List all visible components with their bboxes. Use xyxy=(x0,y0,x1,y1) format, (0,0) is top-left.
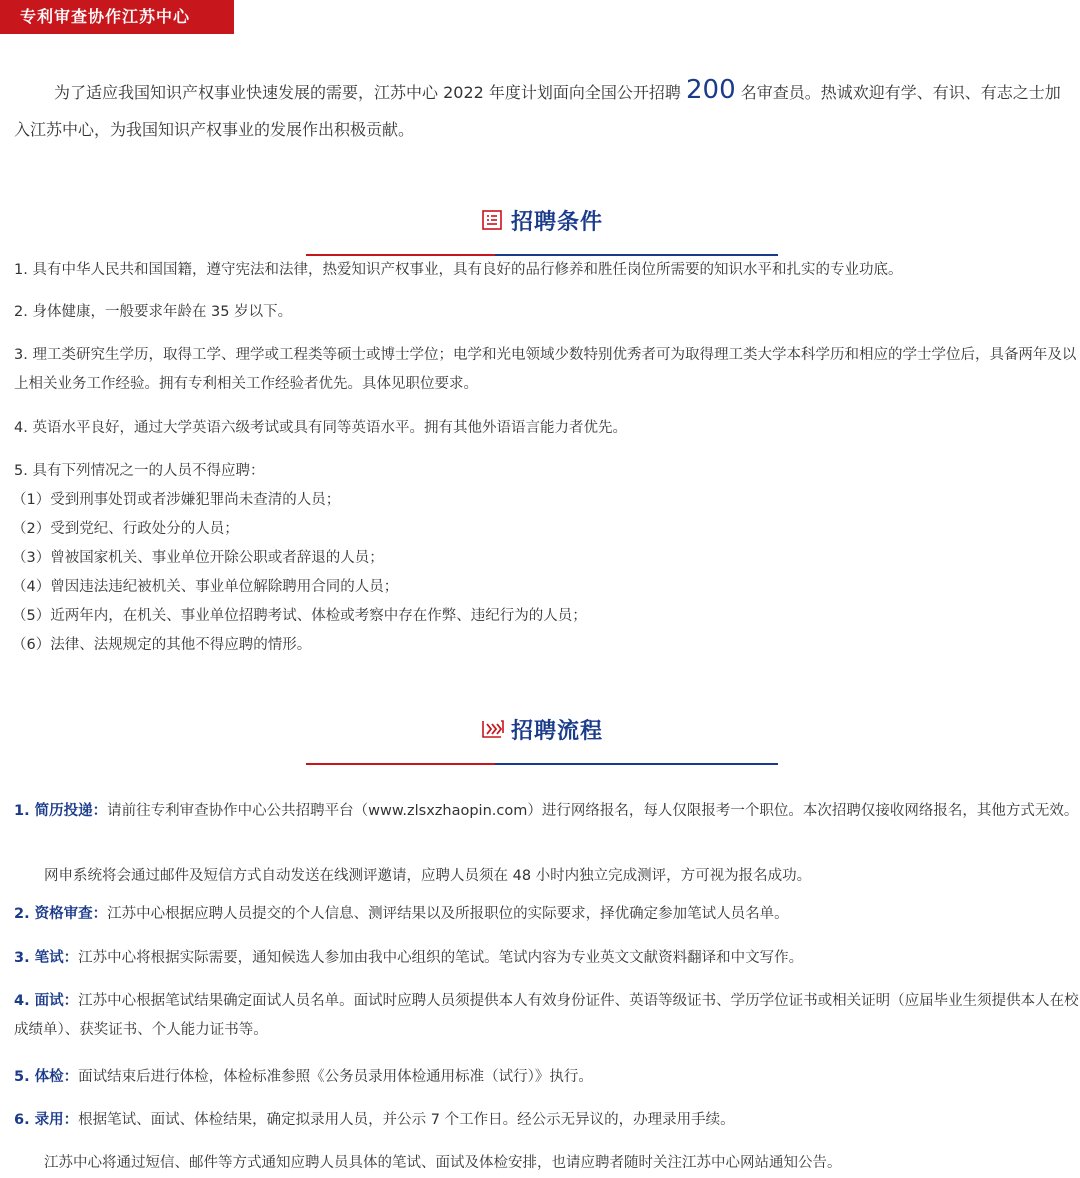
header-banner: 专利审查协作江苏中心 xyxy=(0,0,234,34)
condition-sub-item: （4）曾因违法违纪被机关、事业单位解除聘用合同的人员； xyxy=(12,579,399,595)
process-closing-note xyxy=(14,1149,1080,1178)
process-step-text: 根据笔试、面试、体检结果，确定拟录用人员，并公示 7 个工作日。经公示无异议的，办理录用手续。 xyxy=(78,1112,735,1128)
condition-sub-item: （5）近两年内，在机关、事业单位招聘考试、体检或考察中存在作弊、违纪行为的人员； xyxy=(12,608,587,624)
section-conditions-header xyxy=(306,196,778,256)
process-step-text: 江苏中心将根据实际需要，通知候选人参加由我中心组织的笔试。笔试内容为专业英文文献资料翻译和中文写作。 xyxy=(78,950,804,966)
process-step-6 xyxy=(14,1106,1080,1135)
process-step-lead: 4. 面试： xyxy=(14,993,79,1009)
condition-item-2: 2. 身体健康，一般要求年龄在 35 岁以下。 xyxy=(14,304,293,320)
condition-item-4: 4. 英语水平良好，通过大学英语六级考试或具有同等英语水平。拥有其他外语语言能力者优先。 xyxy=(14,420,627,436)
process-step-text: 江苏中心根据笔试结果确定面试人员名单。面试时应聘人员须提供本人有效身份证件、英语等级证书、学历学位证书或相关证明（应届毕业生须提供本人在校成绩单）、获奖证书、个人能力证书等。 xyxy=(14,993,1079,1038)
intro-text-before: 为了适应我国知识产权事业快速发展的需要，江苏中心 2022 年度计划面向全国公开招聘 xyxy=(54,83,686,102)
process-step-text: 江苏中心根据应聘人员提交的个人信息、测评结果以及所报职位的实际要求，择优确定参加笔试人员名单。 xyxy=(107,906,789,922)
condition-sub-item: （6）法律、法规规定的其他不得应聘的情形。 xyxy=(12,637,312,653)
condition-item-3: 3. 理工类研究生学历，取得工学、理学或工程类等硕士或博士学位；电学和光电领域少数特别优秀者可为取得理工类大学本科学历和相应的学士学位后，具备两年及以上相关业务工作经验。拥有专利相关工作经验者优先。具体见职位要求。 xyxy=(14,347,1077,392)
process-step-text: 请前往专利审查协作中心公共招聘平台（www.zlsxzhaopin.com）进行网络报名，每人仅限报考一个职位。本次招聘仅接收网络报名，其他方式无效。 xyxy=(107,803,1079,819)
condition-sub-item: （2）受到党纪、行政处分的人员； xyxy=(12,521,239,537)
section-process-header xyxy=(306,705,778,765)
process-step-text: 面试结束后进行体检，体检标准参照《公务员录用体检通用标准（试行）》执行。 xyxy=(78,1069,593,1085)
intro-paragraph xyxy=(14,72,1076,148)
condition-sub-item: （1）受到刑事处罚或者涉嫌犯罪尚未查清的人员； xyxy=(12,492,341,508)
intro-number: 200 xyxy=(685,75,736,105)
condition-item-5-title: 5. 具有下列情况之一的人员不得应聘： xyxy=(14,463,265,479)
process-step-lead: 2. 资格审查： xyxy=(14,906,108,922)
condition-item-1: 1. 具有中华人民共和国国籍，遵守宪法和法律，热爱知识产权事业，具有良好的品行修养和胜任岗位所需要的知识水平和扎实的专业功底。 xyxy=(14,262,903,278)
process-step-3 xyxy=(14,944,1080,973)
process-step-lead: 3. 笔试： xyxy=(14,950,79,966)
process-step-lead: 1. 简历投递： xyxy=(14,803,108,819)
condition-sub-item: （3）曾被国家机关、事业单位开除公职或者辞退的人员； xyxy=(12,550,384,566)
section-divider xyxy=(306,763,778,765)
process-step-5 xyxy=(14,1063,1080,1092)
process-step-4 xyxy=(14,987,1080,1045)
process-step-text: 江苏中心将通过短信、邮件等方式通知应聘人员具体的笔试、面试及体检安排，也请应聘者随时关注江苏中心网站通知公告。 xyxy=(44,1155,842,1171)
process-step-note xyxy=(14,862,1080,891)
process-step-1 xyxy=(14,797,1080,826)
section-conditions-title: 招聘条件 xyxy=(510,209,603,235)
checklist-icon xyxy=(481,209,503,231)
intro-text-after: 名审查员。热诚欢迎有学、有识、有志之士加入江苏中心，为我国知识产权事业的发展作出积极贡献。 xyxy=(14,83,1061,139)
forward-arrows-icon xyxy=(481,718,503,740)
process-step-2 xyxy=(14,900,1080,929)
process-step-lead: 6. 录用： xyxy=(14,1112,79,1128)
section-process-title: 招聘流程 xyxy=(510,718,603,744)
process-step-text: 网申系统将会通过邮件及短信方式自动发送在线测评邀请，应聘人员须在 48 小时内独立完成测评，方可视为报名成功。 xyxy=(44,868,812,884)
process-step-lead: 5. 体检： xyxy=(14,1069,79,1085)
condition-item-5 xyxy=(12,457,1078,660)
